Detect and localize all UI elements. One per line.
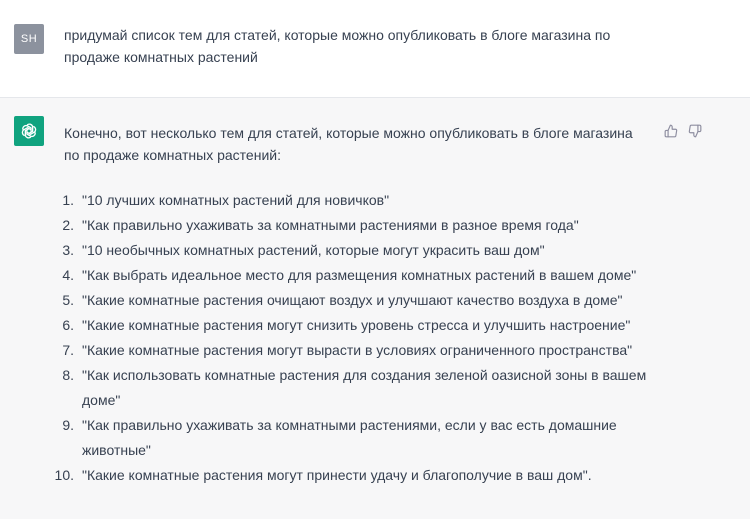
list-item-number: 3. (62, 242, 74, 258)
thumbs-up-icon[interactable] (662, 122, 680, 140)
list-item-number: 8. (62, 367, 74, 383)
assistant-message-row (0, 98, 750, 519)
list-item-number: 9. (62, 417, 74, 433)
list-item (50, 188, 670, 213)
thumbs-down-icon[interactable] (686, 122, 704, 140)
list-item (50, 338, 670, 363)
list-item (50, 313, 670, 338)
list-item-number: 5. (62, 292, 74, 308)
list-item (50, 213, 670, 238)
list-item (50, 463, 670, 488)
list-item (50, 288, 670, 313)
list-item-text: "Как правильно ухаживать за комнатными растениями в разное время года" (82, 217, 579, 233)
user-message-row (0, 0, 750, 98)
list-item-text: "10 необычных комнатных растений, которые могут украсить ваш дом" (82, 242, 545, 258)
list-item-text: "Какие комнатные растения очищают воздух и улучшают качество воздуха в доме" (82, 292, 623, 308)
list-item (50, 238, 670, 263)
list-item-text: "Какие комнатные растения могут вырасти в условиях ограниченного пространства" (82, 342, 633, 358)
assistant-intro-text: Конечно, вот несколько тем для статей, которые можно опубликовать в блоге магазина по продаже комнатных растений: (64, 125, 633, 163)
list-item-number: 4. (62, 267, 74, 283)
list-item-text: "Какие комнатные растения могут снизить уровень стресса и улучшить настроение" (82, 317, 631, 333)
list-item-number: 2. (62, 217, 74, 233)
list-item-text: "Какие комнатные растения могут принести удачу и благополучие в ваш дом". (82, 467, 592, 483)
list-item (50, 263, 670, 288)
user-message-text: придумай список тем для статей, которые можно опубликовать в блоге магазина по продаже комнатных растений (64, 27, 611, 65)
list-item-text: "Как правильно ухаживать за комнатными растениями, если у вас есть домашние животные" (82, 417, 617, 458)
list-item-number: 1. (62, 192, 74, 208)
list-item (50, 363, 670, 413)
list-item-number: 7. (62, 342, 74, 358)
openai-logo-icon (14, 116, 44, 146)
topic-list (50, 188, 670, 488)
list-item (50, 413, 670, 463)
list-item-number: 10. (54, 467, 74, 483)
list-item-text: "Как выбрать идеальное место для размещения комнатных растений в вашем доме" (82, 267, 637, 283)
list-item-text: "10 лучших комнатных растений для новичков" (82, 192, 390, 208)
list-item-text: "Как использовать комнатные растения для создания зеленой оазисной зоны в вашем доме" (82, 367, 647, 408)
user-avatar: SH (14, 24, 44, 54)
list-item-number: 6. (62, 317, 74, 333)
